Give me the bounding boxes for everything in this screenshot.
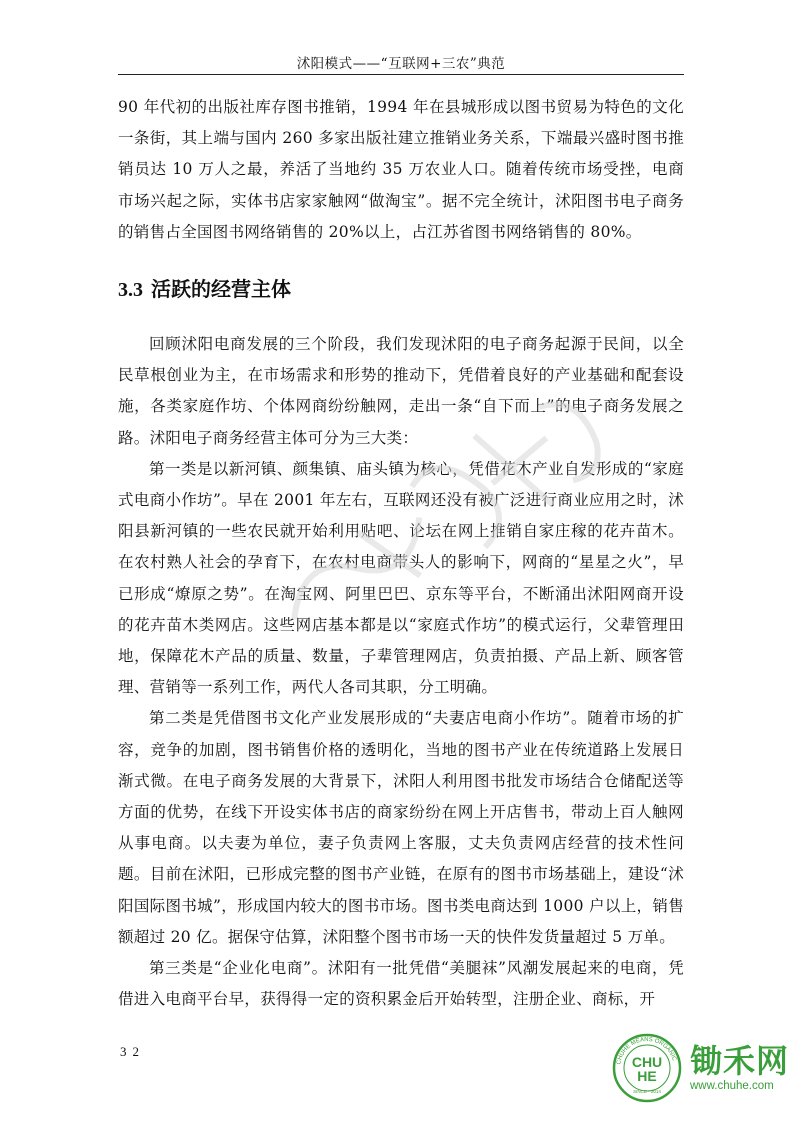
brand-url[interactable]: www.chuhe.com: [690, 1080, 774, 1092]
svg-text:SINCE · 2014: SINCE · 2014: [633, 1089, 661, 1094]
svg-text:CHUHE MEANS ORGANIC: CHUHE MEANS ORGANIC: [616, 1036, 677, 1066]
svg-text:CHU: CHU: [631, 1054, 663, 1070]
svg-text:HE: HE: [637, 1068, 657, 1084]
section-heading: [118, 274, 684, 305]
header-divider: [118, 74, 684, 75]
brand-name: 锄禾网: [690, 1042, 790, 1080]
document-body: [118, 92, 684, 1015]
section-title: 活跃的经营主体: [151, 277, 291, 302]
running-header: 沭阳模式——“互联网+三农”典范: [296, 56, 506, 72]
section-number: 3.3: [118, 279, 143, 302]
chuhe-logo: [612, 1033, 682, 1103]
paragraph: 第一类是以新河镇、颜集镇、庙头镇为核心，凭借花木产业自发形成的“家庭式电商小作坊”。早在 2001 年左右，互联网还没有被广泛进行商业应用之时，沭阳县新河镇的一些农民就开始利用贴吧、论坛在网上推销自家庄稼的花卉苗木。在农村熟人社会的孕育下，在农村电商带头人的影响下，网商的“星星之火”，早已形成“燎原之势”。在淘宝网、阿里巴巴、京东等平台，不断涌出沭阳网商开设的花卉苗木类网店。这些网店基本都是以“家庭式作坊”的模式运行，父辈管理田地，保障花木产品的质量、数量，子辈管理网店，负责拍摄、产品上新、顾客管理、营销等一系列工作，两代人各司其职，分工明确。: [118, 459, 684, 697]
paragraph: 第二类是凭借图书文化产业发展形成的“夫妻店电商小作坊”。随着市场的扩容，竞争的加剧，图书销售价格的透明化，当地的图书产业在传统道路上发展日渐式微。在电子商务发展的大背景下，沭阳人利用图书批发市场结合仓储配送等方面的优势，在线下开设实体书店的商家纷纷在网上开店售书，带动上百人触网从事电商。以夫妻为单位，妻子负责网上客服，丈夫负责网店经营的技术性问题。目前在沭阳，已形成完整的图书产业链，在原有的图书市场基础上，建设“沭阳国际图书城”，形成国内较大的图书市场。图书类电商达到 1000 户以上，销售额超过 20 亿。据保守估算，沭阳整个图书市场一天的快件发货量超过 5 万单。: [118, 709, 684, 946]
paragraph: 第三类是“企业化电商”。沭阳有一批凭借“美腿袜”风潮发展起来的电商，凭借进入电商平台早，获得得一定的资积累金后开始转型，注册企业、商标，开: [118, 959, 684, 1009]
paragraph: 90 年代初的出版社库存图书推销，1994 年在县城形成以图书贸易为特色的文化一条街，其上端与国内 260 多家出版社建立推销业务关系，下端最兴盛时图书推销员达 10 万人之最，养活了当地约 35 万农业人口。随着传统市场受挫，电商市场兴起之际，实体书店家家触网“做淘宝”。据不完全统计，沭阳图书电子商务的销售占全国图书网络销售的 20%以上，占江苏省图书网络销售的 80%。: [118, 98, 684, 241]
paragraph: 回顾沭阳电商发展的三个阶段，我们发现沭阳的电子商务起源于民间，以全民草根创业为主，在市场需求和形势的推动下，凭借着良好的产业基础和配套设施，各类家庭作坊、个体网商纷纷触网，走出一条“自下而上”的电子商务发展之路。沭阳电子商务经营主体可分为三大类：: [118, 335, 684, 447]
page-number: 32: [120, 1044, 145, 1059]
